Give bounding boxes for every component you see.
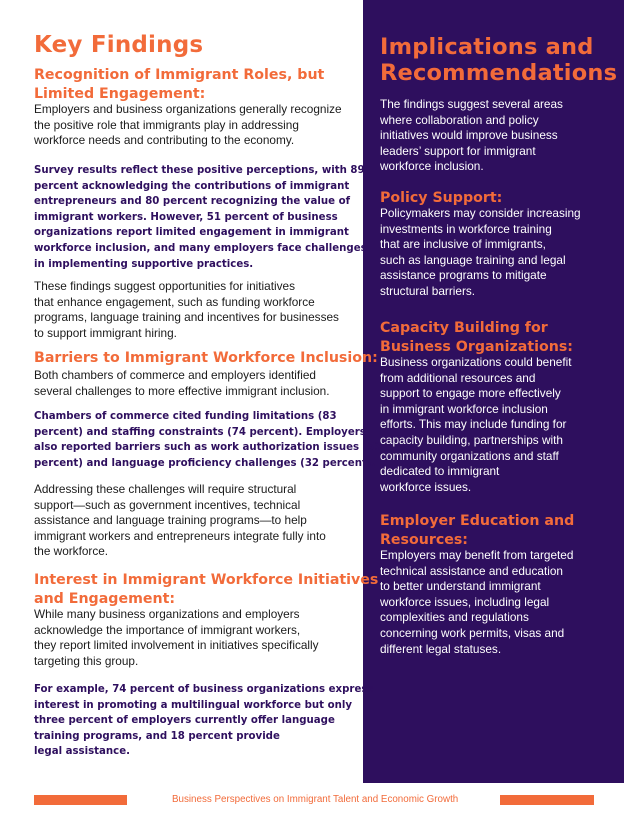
text-line: workforce issues, including legal	[380, 594, 550, 609]
section-heading-employer-education	[380, 512, 574, 550]
text-line: organizations report limited engagement in immigrant	[34, 227, 349, 239]
text-line: Employers may benefit from targeted	[380, 548, 574, 562]
text-line: different legal statuses.	[380, 641, 502, 656]
text-line: targeting this group.	[34, 653, 139, 668]
heading-line: Capacity Building for	[380, 320, 548, 336]
text-line: While many business organizations and employers	[34, 607, 300, 621]
text-line: where collaboration and policy	[380, 112, 539, 127]
recommendations-title	[380, 34, 620, 86]
text-line: Addressing these challenges will require structural	[34, 482, 297, 496]
heading-line: Employer Education and	[380, 513, 575, 529]
text-line: leaders’ support for immigrant	[380, 143, 536, 158]
text-line: The findings suggest several areas	[380, 97, 563, 111]
text-line: they report limited involvement in initiatives specifically	[34, 638, 319, 653]
text-line: workforce issues.	[380, 479, 472, 494]
recognition-intro-paragraph	[34, 102, 342, 149]
text-line: to support immigrant hiring.	[34, 325, 177, 340]
text-line: several challenges to more effective immigrant inclusion.	[34, 383, 330, 398]
heading-line: Policy Support:	[380, 190, 503, 206]
text-line: entrepreneurs and 80 percent recognizing the value of	[34, 196, 351, 208]
heading-line: Barriers to Immigrant Workforce Inclusion:	[34, 350, 378, 366]
recognition-highlight-paragraph	[34, 163, 367, 272]
barriers-outro-paragraph	[34, 482, 326, 560]
section-heading-barriers	[34, 349, 378, 368]
text-line: that enhance engagement, such as funding workforce	[34, 294, 315, 309]
recognition-outro-paragraph	[34, 279, 339, 341]
text-line: interest in promoting a multilingual workforce but only	[34, 699, 352, 711]
text-line: in implementing supportive practices.	[34, 258, 254, 270]
text-line: Business organizations could benefit	[380, 355, 572, 369]
policy-support-paragraph	[380, 206, 581, 300]
text-line: Both chambers of commerce and employers identified	[34, 368, 316, 382]
text-line: For example, 74 percent of business organizations express	[34, 684, 374, 695]
heading-line: Business Organizations:	[380, 339, 573, 355]
text-line: also reported barriers such as work authorization issues (53	[34, 442, 382, 454]
text-line: technical assistance and education	[380, 563, 563, 578]
title-line: Recommendations	[380, 60, 618, 86]
text-line: Employers and business organizations generally recognize	[34, 102, 342, 116]
text-line: support to engage more effectively	[380, 386, 561, 401]
text-line: capacity building, partnerships with	[380, 432, 563, 447]
text-line: dedicated to immigrant	[380, 464, 500, 479]
heading-line: Recognition of Immigrant Roles, but	[34, 67, 325, 83]
footer-accent-bar-right	[500, 795, 594, 805]
title-line: Implications and	[380, 34, 594, 60]
text-line: structural barriers.	[380, 283, 476, 298]
capacity-building-paragraph	[380, 355, 572, 495]
employer-education-paragraph	[380, 548, 573, 657]
text-line: programs, language training and incentives for businesses	[34, 310, 339, 325]
interest-highlight-paragraph	[34, 682, 373, 760]
heading-line: Limited Engagement:	[34, 86, 206, 102]
text-line: legal assistance.	[34, 746, 130, 758]
text-line: initiatives would improve business	[380, 128, 558, 143]
text-line: that are inclusive of immigrants,	[380, 237, 546, 252]
text-line: Survey results reflect these positive perceptions, with 89	[34, 165, 365, 176]
footer-title: Business Perspectives on Immigrant Talent and Economic Growth	[172, 794, 459, 805]
text-line: from additional resources and	[380, 370, 536, 385]
text-line: training programs, and 18 percent provide	[34, 730, 280, 742]
text-line: the workforce.	[34, 544, 109, 559]
text-line: acknowledge the importance of immigrant workers,	[34, 622, 301, 637]
text-line: assistance and language training programs—to help	[34, 513, 307, 528]
key-findings-title: Key Findings	[34, 32, 204, 58]
text-line: workforce inclusion.	[380, 159, 484, 174]
text-line: concerning work permits, visas and	[380, 625, 565, 640]
text-line: workforce inclusion, and many employers face challenges	[34, 242, 367, 254]
heading-line: Interest in Immigrant Workforce Initiatives	[34, 572, 379, 588]
text-line: Chambers of commerce cited funding limitations (83	[34, 411, 337, 422]
text-line: three percent of employers currently offer language	[34, 715, 335, 727]
text-line: community organizations and staff	[380, 448, 559, 463]
text-line: workforce needs and contributing to the economy.	[34, 133, 295, 148]
interest-intro-paragraph	[34, 607, 319, 669]
text-line: percent acknowledging the contributions of immigrant	[34, 180, 350, 192]
footer-accent-bar-left	[34, 795, 127, 805]
text-line: complexities and regulations	[380, 610, 529, 625]
text-line: efforts. This may include funding for	[380, 417, 567, 432]
barriers-intro-paragraph	[34, 368, 330, 399]
recommendations-intro-paragraph	[380, 97, 563, 175]
text-line: percent) and staffing constraints (74 percent). Employers	[34, 426, 366, 438]
text-line: support—such as government incentives, technical	[34, 497, 301, 512]
barriers-highlight-paragraph	[34, 409, 381, 471]
heading-line: Resources:	[380, 532, 468, 548]
heading-line: and Engagement:	[34, 591, 176, 607]
text-line: assistance programs to mitigate	[380, 268, 547, 283]
text-line: Policymakers may consider increasing	[380, 206, 581, 220]
text-line: in immigrant workforce inclusion	[380, 401, 548, 416]
text-line: percent) and language proficiency challenges (32 percent).	[34, 457, 376, 469]
section-heading-recognition	[34, 66, 324, 104]
text-line: investments in workforce training	[380, 221, 552, 236]
section-heading-capacity-building	[380, 319, 573, 357]
text-line: These findings suggest opportunities for initiatives	[34, 279, 295, 293]
text-line: immigrant workers. However, 51 percent of business	[34, 211, 338, 223]
text-line: such as language training and legal	[380, 252, 566, 267]
text-line: the positive role that immigrants play in addressing	[34, 117, 299, 132]
text-line: to better understand immigrant	[380, 579, 541, 594]
text-line: immigrant workers and entrepreneurs integrate fully into	[34, 528, 326, 543]
section-heading-interest	[34, 571, 378, 609]
